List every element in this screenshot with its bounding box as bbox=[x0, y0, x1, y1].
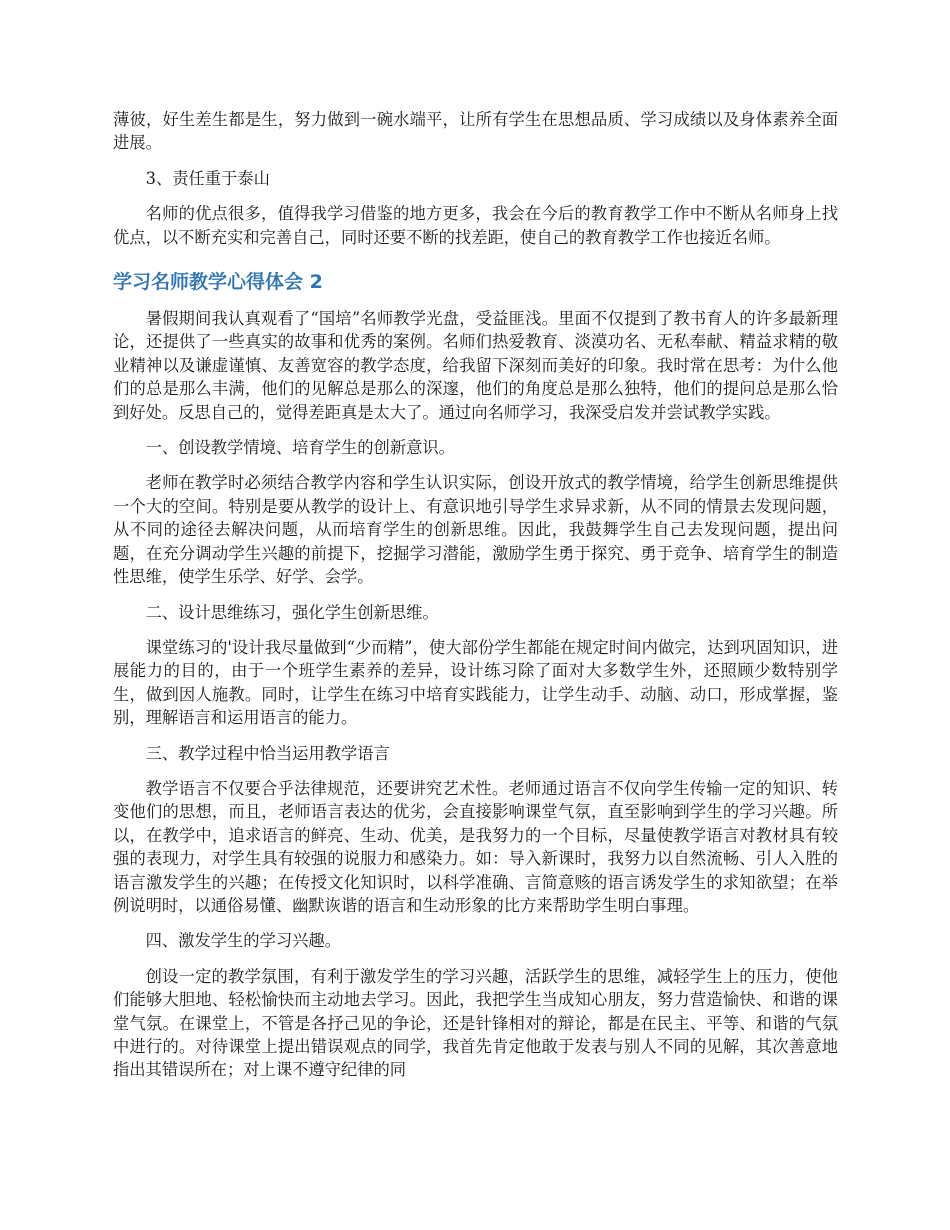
paragraph-section-4: 创设一定的教学氛围，有利于激发学生的学习兴趣，活跃学生的思维，减轻学生上的压力，使他们能够大胆地、轻松愉快而主动地去学习。因此，我把学生当成知心朋友，努力营造愉快、和谐的课堂气氛。在课堂上，不管是各抒己见的争论，还是针锋相对的辩论，都是在民主、平等、和谐的气氛中进行的。对待课堂上提出错误观点的同学，我首先肯定他敢于发表与别人不同的见解，其次善意地指出其错误所在；对上课不遵守纪律的同 bbox=[113, 966, 838, 1080]
section-heading-1: 一、创设教学情境、培育学生的创新意识。 bbox=[145, 438, 455, 458]
section-heading-3: 三、教学过程中恰当运用教学语言 bbox=[145, 743, 390, 763]
paragraph-section-2: 课堂练习的'设计我尽量做到“少而精”，使大部份学生都能在规定时间内做完，达到巩固知识，进展能力的目的，由于一个班学生素养的差异，设计练习除了面对大多数学生外，还照顾少数特别学生，做到因人施教。同时，让学生在练习中培育实践能力，让学生动手、动脑、动口，形成掌握，鉴别，理解语言和运用语言的能力。 bbox=[113, 637, 838, 728]
section-item-3: 3、责任重于泰山 bbox=[145, 168, 270, 188]
paragraph-intro: 暑假期间我认真观看了“国培”名师教学光盘，受益匪浅。里面不仅提到了教书育人的许多最新理论，还提供了一些真实的故事和优秀的案例。名师们热爱教育、淡漠功名、无私奉献、精益求精的敬业精神以及谦虚谨慎、友善宽容的教学态度，给我留下深刻而美好的印象。我时常在思考：为什么他们的总是那么丰满，他们的见解总是那么的深邃，他们的角度总是那么独特，他们的提问总是那么恰到好处。反思自己的，觉得差距真是太大了。通过向名师学习，我深受启发并尝试教学实践。 bbox=[113, 309, 838, 422]
paragraph-closing: 名师的优点很多，值得我学习借鉴的地方更多，我会在今后的教育教学工作中不断从名师身上找优点，以不断充实和完善自己，同时还要不断的找差距，使自己的教育教学工作也接近名师。 bbox=[113, 204, 838, 247]
article-heading: 学习名师教学心得体会 2 bbox=[113, 271, 323, 294]
document-page bbox=[113, 108, 838, 1094]
paragraph-continuation: 薄彼，好生差生都是生，努力做到一碗水端平，让所有学生在思想品质、学习成绩以及身体素养全面进展。 bbox=[113, 110, 838, 153]
paragraph-section-1: 老师在教学时必须结合教学内容和学生认识实际，创设开放式的教学情境，给学生创新思维提供一个大的空间。特别是要从教学的设计上、有意识地引导学生求异求新，从不同的情景去发现问题，从不同的途径去解决问题，从而培育学生的创新思维。因此，我鼓舞学生自己去发现问题，提出问题，在充分调动学生兴趣的前提下，挖掘学习潜能，激励学生勇于探究、勇于竞争、培育学生的制造性思维，使学生乐学、好学、会学。 bbox=[113, 473, 838, 587]
section-heading-2: 二、设计思维练习，强化学生创新思维。 bbox=[145, 602, 439, 622]
paragraph-section-3: 教学语言不仅要合乎法律规范，还要讲究艺术性。老师通过语言不仅向学生传输一定的知识、转变他们的思想，而且，老师语言表达的优劣，会直接影响课堂气氛，直至影响到学生的学习兴趣。所以，在教学中，追求语言的鲜亮、生动、优美，是我努力的一个目标，尽量使教学语言对教材具有较强的表现力，对学生具有较强的说服力和感染力。如：导入新课时，我努力以自然流畅、引人入胜的语言激发学生的兴趣；在传授文化知识时，以科学准确、言简意赅的语言诱发学生的求知欲望；在举例说明时，以通俗易懂、幽默诙谐的语言和生动形象的比方来帮助学生明白事理。 bbox=[113, 778, 838, 915]
section-heading-4: 四、激发学生的学习兴趣。 bbox=[145, 931, 341, 951]
